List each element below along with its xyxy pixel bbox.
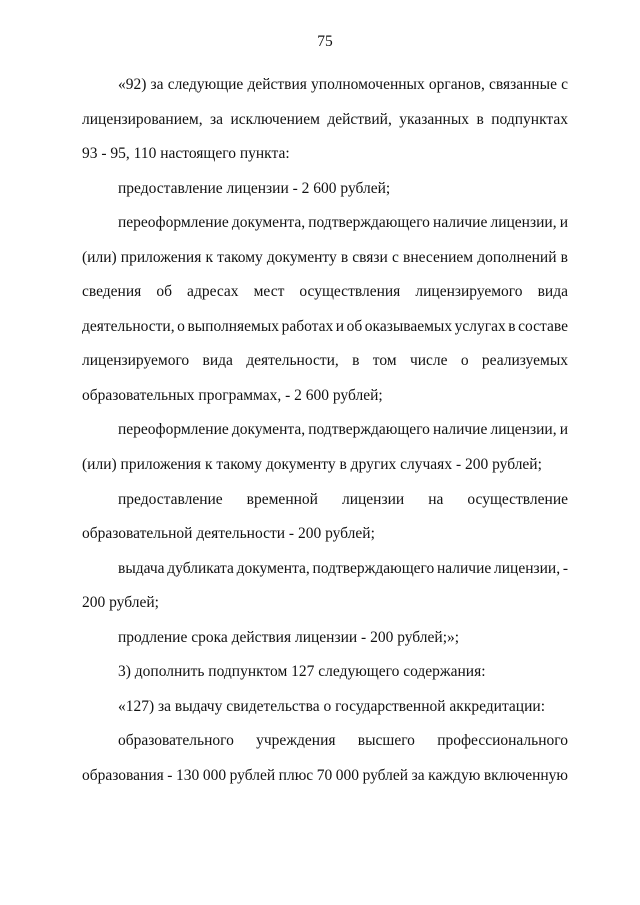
text-line: переоформление документа, подтверждающего наличие лицензии, и: [118, 421, 568, 439]
paragraph-reissue-other: [82, 413, 568, 482]
text-line: лицензируемого вида деятельности, в том числе о реализуемых: [82, 352, 568, 370]
text-line: деятельности, о выполняемых работах и об оказываемых услугах в составе: [82, 317, 568, 335]
text-line: (или) приложения к такому документу в других случаях - 200 рублей;: [82, 456, 542, 474]
paragraph-license-grant: [82, 172, 568, 207]
paragraph-reissue-additions: [82, 206, 568, 413]
paragraph-temporary-license: [82, 483, 568, 552]
text-line: лицензированием, за исключением действий, указанных в подпунктах: [82, 110, 568, 128]
paragraph-127: [82, 690, 568, 725]
paragraph-extension: [82, 621, 568, 656]
text-line: переоформление документа, подтверждающего наличие лицензии, и: [118, 214, 568, 232]
text-line: образовательного учреждения высшего профессионального: [118, 732, 568, 750]
text-line: 200 рублей;: [82, 594, 159, 612]
text-line: образовательных программах, - 2 600 рублей;: [82, 386, 383, 404]
text-line: продление срока действия лицензии - 200 рублей;»;: [118, 628, 460, 646]
text-line: 93 - 95, 110 настоящего пункта:: [82, 145, 290, 163]
text-line: сведения об адресах мест осуществления лицензируемого вида: [82, 283, 568, 301]
paragraph-92: [82, 68, 568, 172]
text-line: образовательной деятельности - 200 рублей;: [82, 525, 375, 543]
text-line: предоставление временной лицензии на осуществление: [118, 490, 568, 508]
page-number: 75: [317, 33, 333, 50]
text-line: 3) дополнить подпунктом 127 следующего содержания:: [118, 663, 486, 681]
text-line: предоставление лицензии - 2 600 рублей;: [118, 179, 391, 197]
text-line: (или) приложения к такому документу в связи с внесением дополнений в: [82, 248, 568, 266]
text-line: «92) за следующие действия уполномоченных органов, связанные с: [118, 76, 568, 93]
text-line: образования - 130 000 рублей плюс 70 000 рублей за каждую включенную: [82, 766, 568, 784]
text-line: «127) за выдачу свидетельства о государственной аккредитации:: [118, 697, 545, 715]
paragraph-item-3: [82, 655, 568, 690]
document-body: [82, 68, 568, 793]
text-line: выдача дубликата документа, подтверждающего наличие лицензии, -: [118, 559, 568, 577]
paragraph-duplicate: [82, 552, 568, 621]
paragraph-higher-education: [82, 724, 568, 793]
